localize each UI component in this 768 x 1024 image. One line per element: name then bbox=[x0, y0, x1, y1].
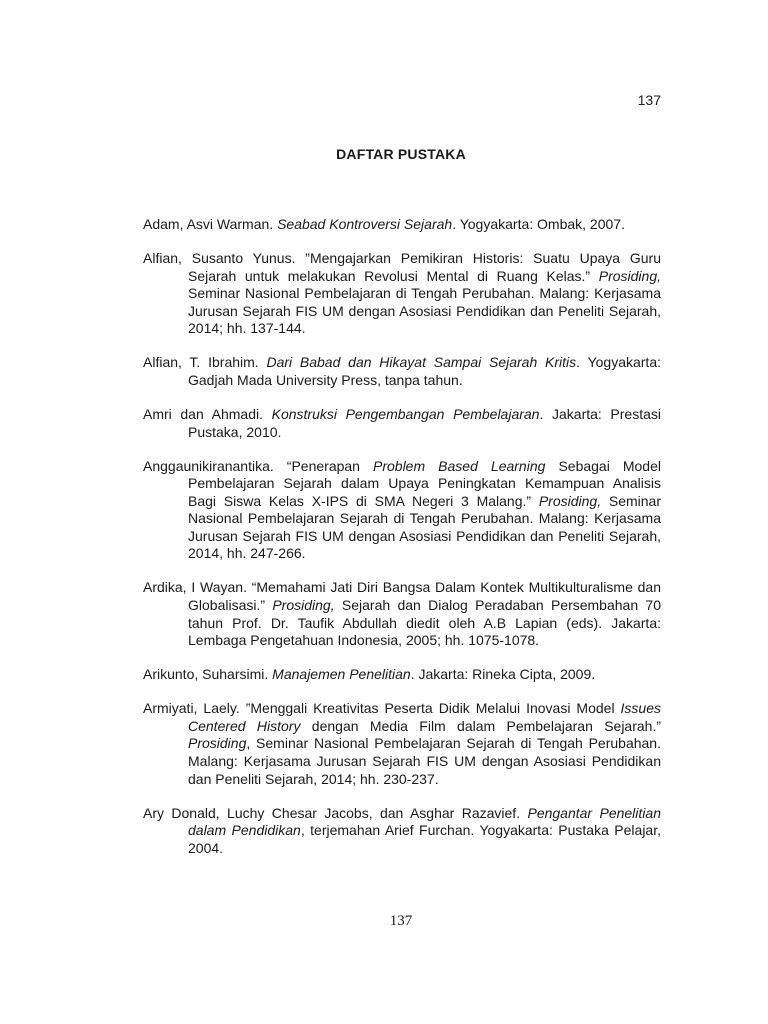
reference-italic-title: Dari Babad dan Hikayat Sampai Sejarah Kritis bbox=[266, 354, 577, 371]
reference-text: dengan Media Film dalam Pembelajaran Sejarah.” bbox=[300, 717, 661, 734]
reference-text: . Jakarta: Prestasi Pustaka, 2010. bbox=[188, 405, 662, 440]
reference-text: Sejarah dan Dialog Peradaban Persembahan 70 tahun Prof. Dr. Taufik Abdullah diedit oleh A.B Lapian (eds). Jakarta: Lembaga Pengetahuan Indonesia, 2005; hh. 1075-1078. bbox=[188, 597, 661, 649]
reference-text: Armiyati, Laely. ”Menggali Kreativitas Peserta Didik Melalui Inovasi Model bbox=[143, 700, 621, 717]
reference-italic-title: Seabad Kontroversi Sejarah bbox=[277, 216, 453, 232]
reference-text: Ary Donald, Luchy Chesar Jacobs, dan Asghar Razavief. bbox=[143, 804, 528, 821]
reference-italic-title: Prosiding bbox=[188, 735, 247, 752]
reference-entry bbox=[143, 666, 661, 684]
reference-entry bbox=[143, 458, 661, 564]
reference-italic-title: Manajemen Penelitian bbox=[272, 666, 411, 683]
reference-list bbox=[143, 216, 661, 874]
reference-italic-title: Pengantar Penelitian dalam Pendidikan bbox=[188, 804, 661, 839]
reference-text: . Yogyakarta: Ombak, 2007. bbox=[452, 216, 625, 232]
reference-text: Sebagai Model Pembelajaran Sejarah dalam Upaya Peningkatan Kemampuan Analisis Bagi Siswa Kelas X-IPS di SMA Negeri 3 Malang.” bbox=[188, 457, 661, 509]
reference-text: Seminar Nasional Pembelajaran Sejarah di Tengah Perubahan. Malang: Kerjasama Jurusan Sejarah FIS UM dengan Asosiasi Pendidikan dan Peneliti Sejarah, 2014, hh. 247-266. bbox=[188, 492, 661, 562]
reference-text: Arikunto, Suharsimi. bbox=[143, 666, 273, 683]
reference-text: Anggaunikiranantika. “Penerapan bbox=[143, 457, 373, 474]
reference-entry bbox=[143, 406, 661, 441]
page-number-bottom: 137 bbox=[389, 913, 413, 929]
reference-italic-title: Issues Centered History bbox=[188, 700, 661, 734]
reference-text: . Yogyakarta: Gadjah Mada University Press, tanpa tahun. bbox=[188, 354, 661, 388]
reference-italic-title: Problem Based Learning bbox=[373, 457, 546, 474]
reference-text: Alfian, Susanto Yunus. ”Mengajarkan Pemikiran Historis: Suatu Upaya Guru Sejarah untuk melakukan Revolusi Mental di Ruang Kelas.” bbox=[143, 249, 661, 284]
reference-text: Ardika, I Wayan. “Memahami Jati Diri Bangsa Dalam Kontek Multikulturalisme dan Globalisasi.” bbox=[143, 579, 661, 614]
reference-italic-title: Prosiding, bbox=[598, 267, 661, 284]
reference-italic-title: Prosiding, bbox=[538, 492, 602, 509]
reference-text: Alfian, T. Ibrahim. bbox=[143, 354, 267, 371]
reference-entry bbox=[143, 805, 661, 858]
page-number-top: 137 bbox=[637, 92, 661, 108]
reference-text: Seminar Nasional Pembelajaran di Tengah Perubahan. Malang: Kerjasama Jurusan Sejarah FIS UM dengan Asosiasi Pendidikan dan Peneliti Sejarah, 2014; hh. 137-144. bbox=[188, 285, 661, 337]
reference-text: Amri dan Ahmadi. bbox=[143, 405, 272, 422]
reference-italic-title: Prosiding, bbox=[272, 597, 335, 614]
reference-entry bbox=[143, 216, 661, 234]
reference-entry bbox=[143, 579, 661, 649]
reference-text: . Jakarta: Rineka Cipta, 2009. bbox=[410, 666, 596, 683]
reference-text: Adam, Asvi Warman. bbox=[143, 216, 278, 232]
page-title: DAFTAR PUSTAKA bbox=[336, 146, 466, 162]
reference-entry bbox=[143, 250, 661, 338]
reference-italic-title: Konstruksi Pengembangan Pembelajaran bbox=[271, 405, 540, 422]
reference-entry bbox=[143, 354, 661, 389]
reference-text: , Seminar Nasional Pembelajaran Sejarah di Tengah Perubahan. Malang: Kerjasama Jurusan Sejarah FIS UM dengan Asosiasi Pendidikan dan Peneliti Sejarah, 2014; hh. 230-237. bbox=[188, 735, 661, 787]
reference-text: , terjemahan Arief Furchan. Yogyakarta: Pustaka Pelajar, 2004. bbox=[188, 822, 661, 856]
reference-entry bbox=[143, 700, 661, 788]
